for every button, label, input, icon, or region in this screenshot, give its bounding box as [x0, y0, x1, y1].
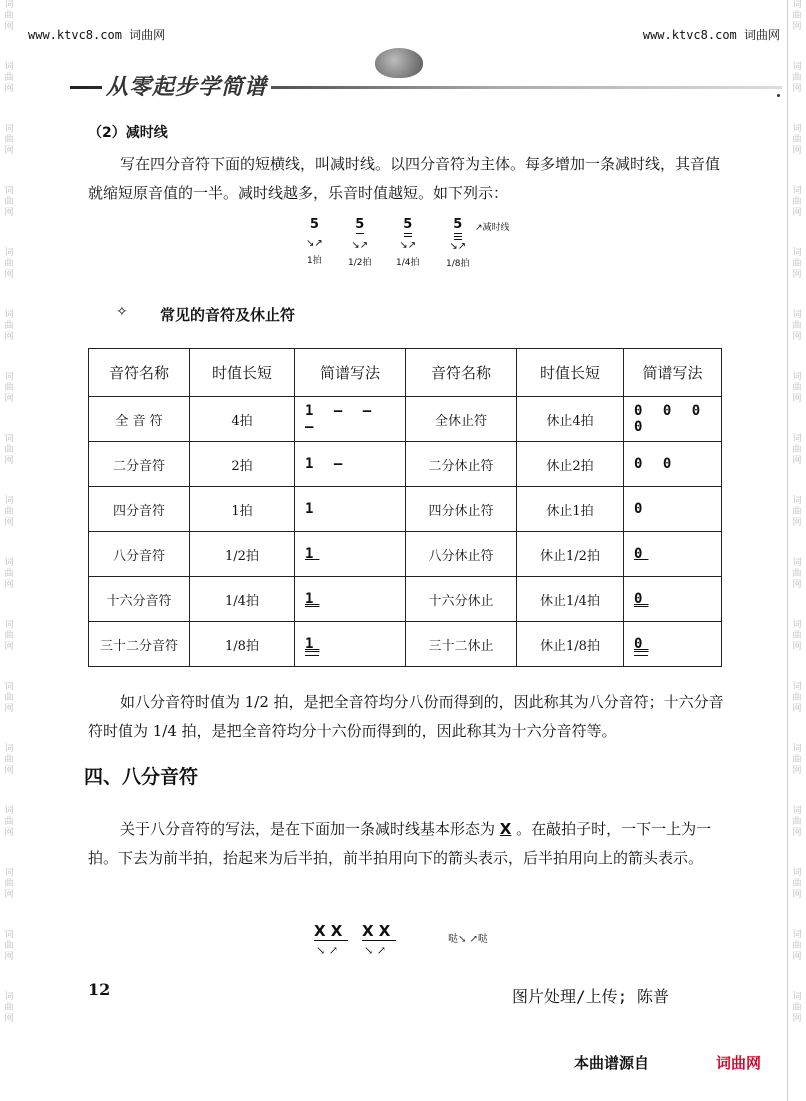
- beat-arrow-icon: ↘↗: [449, 241, 467, 252]
- watermark-text: 词曲网: [792, 434, 802, 466]
- watermark-text: 词曲网: [792, 372, 802, 404]
- watermark-text: 词曲网: [792, 124, 802, 156]
- watermark-text: 词曲网: [792, 992, 802, 1024]
- demo-note-digit: 5: [403, 217, 413, 232]
- watermark-text: 词曲网: [4, 496, 14, 528]
- reduction-line: [362, 940, 396, 941]
- watermark-text: 词曲网: [4, 434, 14, 466]
- reduction-line: [356, 233, 364, 234]
- note-value: 4拍: [190, 397, 295, 442]
- rest-value: 休止1拍: [517, 487, 624, 532]
- reduction-line: [404, 236, 412, 237]
- diamond-bullet-icon: ✧: [116, 304, 128, 320]
- watermark-text: 词曲网: [4, 558, 14, 590]
- page-number: 12: [88, 980, 111, 999]
- rest-name: 四分休止符: [406, 487, 517, 532]
- rest-name: 八分休止符: [406, 532, 517, 577]
- watermark-text: 词曲网: [4, 124, 14, 156]
- example-group: [362, 922, 390, 940]
- paragraph-text: 关于八分音符的写法，是在下面加一条减时线基本形态为: [120, 820, 496, 838]
- rest-value: 休止2拍: [517, 442, 624, 487]
- demo-note-quarter: [306, 218, 323, 266]
- demo-beat-label: 1拍: [307, 256, 322, 266]
- table-header: 音符名称: [406, 349, 517, 397]
- note-name: 全 音 符: [89, 397, 190, 442]
- left-watermark-column: [2, 0, 16, 1101]
- note-value: 1拍: [190, 487, 295, 532]
- demo-beat-label: 1/4拍: [396, 258, 420, 268]
- note-name: 三十二分音符: [89, 622, 190, 667]
- watermark-text: 词曲网: [792, 930, 802, 962]
- reduction-line: [404, 233, 412, 234]
- note-name: 八分音符: [89, 532, 190, 577]
- source-label: 本曲谱源自: [574, 1054, 650, 1072]
- rest-notation: 0 0: [624, 442, 722, 487]
- table-row: [89, 442, 722, 487]
- watermark-text: 词曲网: [792, 744, 802, 776]
- example-notes: X X: [314, 922, 343, 940]
- note-notation: 1: [295, 487, 406, 532]
- demo-beat-label: 1/2拍: [348, 258, 372, 268]
- rest-value: 休止1/2拍: [517, 532, 624, 577]
- watermark-text: 词曲网: [4, 744, 14, 776]
- notation-digit: 1: [305, 546, 320, 562]
- notation-digit: 0: [634, 546, 649, 562]
- site-watermark-left: www.ktvc8.com 词曲网: [28, 28, 166, 42]
- source-site-link[interactable]: 词曲网: [716, 1054, 762, 1072]
- table-header: 时值长短: [190, 349, 295, 397]
- watermark-text: 词曲网: [4, 186, 14, 218]
- note-value: 1/8拍: [190, 622, 295, 667]
- reduction-line-annotation: [475, 220, 510, 233]
- watermark-text: 词曲网: [4, 0, 14, 32]
- beat-arrows: ↘ ↗: [364, 944, 386, 957]
- rest-notation: 0: [624, 487, 722, 532]
- right-watermark-column: [790, 0, 804, 1101]
- rest-name: 全休止符: [406, 397, 517, 442]
- subsection-title: （2）减时线: [88, 125, 168, 141]
- note-notation: [295, 532, 406, 577]
- header-logo: 从零起步学简谱: [102, 70, 271, 100]
- watermark-text: 词曲网: [4, 806, 14, 838]
- example-notes: X X: [362, 922, 391, 940]
- watermark-text: 词曲网: [792, 310, 802, 342]
- eighth-note-symbol: X: [499, 820, 512, 838]
- paragraph-text: 。在敲拍子时，一下一上为一拍。下去为前半拍，抬起来为后半拍，前半拍用向下的箭头表示，后半拍用向上的箭头表示。: [88, 820, 712, 867]
- table-row: [89, 532, 722, 577]
- table-header: 简谱写法: [624, 349, 722, 397]
- watermark-text: 词曲网: [792, 558, 802, 590]
- pointer-arrow-icon: ↗: [475, 223, 483, 233]
- watermark-text: 词曲网: [792, 248, 802, 280]
- demo-note-sixteenth: [396, 218, 420, 268]
- notation-digit: 1: [305, 636, 319, 656]
- annotation-label: 减时线: [482, 223, 510, 233]
- watermark-text: 词曲网: [792, 682, 802, 714]
- section-four-title: 四、八分音符: [84, 766, 199, 788]
- watermark-text: 词曲网: [792, 496, 802, 528]
- demo-note-digit: 5: [453, 217, 463, 232]
- notation-digit: 1: [305, 591, 320, 607]
- watermark-text: 词曲网: [4, 372, 14, 404]
- rest-notation: [624, 532, 722, 577]
- notation-digit: 0: [634, 591, 649, 607]
- table-row: [89, 487, 722, 532]
- paragraph-eighth-note: [88, 815, 724, 873]
- watermark-text: 词曲网: [792, 62, 802, 94]
- demo-beat-label: 1/8拍: [446, 259, 470, 269]
- table-header: 时值长短: [517, 349, 624, 397]
- note-notation: 1 –: [295, 442, 406, 487]
- table-header: 音符名称: [89, 349, 190, 397]
- demo-note-digit: 5: [355, 217, 365, 232]
- beat-arrows: ↘ ↗: [316, 944, 338, 957]
- rest-notation: [624, 577, 722, 622]
- watermark-text: 词曲网: [4, 62, 14, 94]
- page-edge-line: [787, 0, 788, 1101]
- rest-notation: 0 0 0 0: [624, 397, 722, 442]
- upload-credit: 图片处理/上传; 陈普: [512, 987, 669, 1006]
- rest-name: 十六分休止: [406, 577, 517, 622]
- mascot-icon: [375, 48, 423, 78]
- reduction-line: [454, 233, 462, 234]
- reduction-line: [454, 236, 462, 237]
- section-title: 常见的音符及休止符: [160, 306, 296, 324]
- dada-annotation: 哒↘ ↗哒: [448, 934, 488, 945]
- demo-note-eighth: [348, 218, 372, 268]
- watermark-text: 词曲网: [792, 0, 802, 32]
- note-value: 1/4拍: [190, 577, 295, 622]
- watermark-text: 词曲网: [4, 992, 14, 1024]
- paragraph-explanation: 如八分音符时值为 1/2 拍，是把全音符均分八份而得到的，因此称其为八分音符；十六分音符时值为 1/4 拍，是把全音符均分十六份而得到的，因此称其为十六分音符等。: [88, 693, 724, 740]
- reduction-line: [454, 239, 462, 240]
- table-row: [89, 397, 722, 442]
- rest-name: 二分休止符: [406, 442, 517, 487]
- reduction-line: [314, 940, 348, 941]
- watermark-text: 词曲网: [792, 186, 802, 218]
- watermark-text: 词曲网: [4, 682, 14, 714]
- watermark-text: 词曲网: [792, 806, 802, 838]
- header-dot: [777, 94, 780, 97]
- watermark-text: 词曲网: [792, 620, 802, 652]
- watermark-text: 词曲网: [4, 310, 14, 342]
- beat-arrow-icon: ↘↗: [399, 240, 417, 251]
- header-banner: [70, 70, 782, 104]
- note-name: 四分音符: [89, 487, 190, 532]
- watermark-text: 词曲网: [4, 620, 14, 652]
- paragraph-duration-lines: 写在四分音符下面的短横线，叫减时线。以四分音符为主体。每多增加一条减时线，其音值就缩短原音值的一半。减时线越多，乐音时值越短。如下列示：: [88, 155, 721, 202]
- note-value: 2拍: [190, 442, 295, 487]
- watermark-text: 词曲网: [792, 868, 802, 900]
- notation-digit: 0: [634, 636, 648, 656]
- note-notation: [295, 622, 406, 667]
- note-notation: 1 – – –: [295, 397, 406, 442]
- rest-value: 休止1/8拍: [517, 622, 624, 667]
- rest-name: 三十二休止: [406, 622, 517, 667]
- site-watermark-right: www.ktvc8.com 词曲网: [642, 28, 780, 42]
- watermark-text: 词曲网: [4, 930, 14, 962]
- note-name: 二分音符: [89, 442, 190, 487]
- rest-value: 休止1/4拍: [517, 577, 624, 622]
- note-name: 十六分音符: [89, 577, 190, 622]
- demo-note-digit: 5: [309, 217, 319, 232]
- demo-note-thirtysecond: [446, 218, 470, 269]
- table-header: 简谱写法: [295, 349, 406, 397]
- beat-arrow-icon: ↘↗: [351, 240, 369, 251]
- example-group: [314, 922, 342, 940]
- beat-arrow-icon: ↘↗: [306, 238, 323, 249]
- watermark-text: 词曲网: [4, 868, 14, 900]
- table-row: [89, 622, 722, 667]
- notes-table: [88, 348, 722, 667]
- note-notation: [295, 577, 406, 622]
- rest-value: 休止4拍: [517, 397, 624, 442]
- table-header-row: [89, 349, 722, 397]
- table-row: [89, 577, 722, 622]
- watermark-text: 词曲网: [4, 248, 14, 280]
- rest-notation: [624, 622, 722, 667]
- note-value: 1/2拍: [190, 532, 295, 577]
